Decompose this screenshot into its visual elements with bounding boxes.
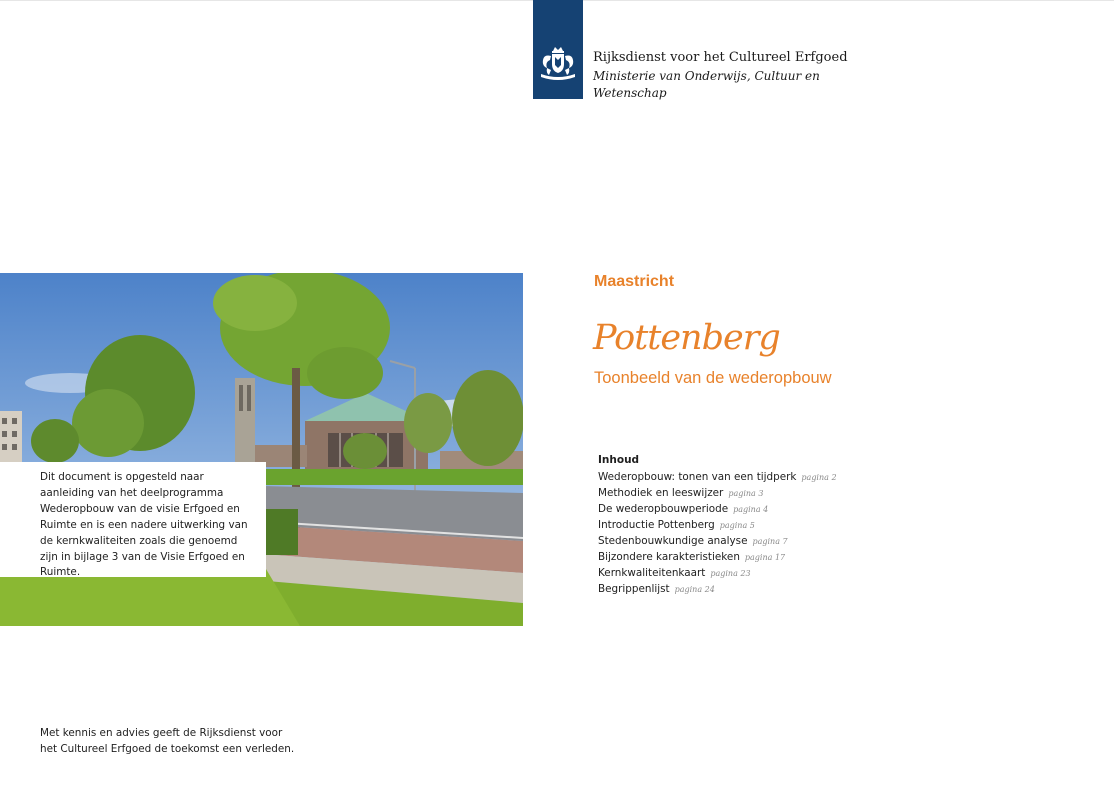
toc-item[interactable] <box>598 501 837 517</box>
toc-item-page: pagina 2 <box>801 473 837 482</box>
toc-item-page: pagina 24 <box>674 585 715 594</box>
org-name: Rijksdienst voor het Cultureel Erfgoed <box>593 50 848 65</box>
toc-item-page: pagina 4 <box>733 505 769 514</box>
toc-item-label: Wederopbouw: tonen van een tijdperk <box>598 471 797 483</box>
toc-item-label: Begrippenlijst <box>598 583 670 595</box>
toc-item-label: De wederopbouwperiode <box>598 503 729 515</box>
toc-item-page: pagina 17 <box>744 553 786 562</box>
toc-item-page: pagina 23 <box>710 569 751 578</box>
toc-item[interactable] <box>598 549 837 565</box>
toc-item[interactable] <box>598 581 837 597</box>
toc-heading: Inhoud <box>598 454 640 466</box>
toc-item[interactable] <box>598 485 837 501</box>
city-name: Maastricht <box>594 273 675 290</box>
toc-item-label: Introductie Pottenberg <box>598 519 715 531</box>
footer-text: Met kennis en advies geeft de Rijksdienst voor het Cultureel Erfgoed de toekomst een verleden. <box>40 727 295 755</box>
toc-item[interactable] <box>598 517 837 533</box>
coat-of-arms-icon <box>538 46 578 84</box>
toc-item-page: pagina 3 <box>728 489 764 498</box>
toc-item-page: pagina 7 <box>752 537 788 546</box>
toc-item[interactable] <box>598 469 837 485</box>
document-subtitle: Toonbeeld van de wederopbouw <box>594 369 832 387</box>
toc-item[interactable] <box>598 565 837 581</box>
document-title: Pottenberg <box>593 318 780 358</box>
table-of-contents <box>598 469 837 597</box>
intro-text: Dit document is opgesteld naar aanleiding van het deelprogramma Wederopbouw van de visie Erfgoed en Ruimte en is een nadere uitwerking van de kernkwaliteiten zoals die genoemd zijn in bijlage 3 van de Visie Erfgoed en Ruimte. <box>40 471 248 579</box>
toc-item-label: Kernkwaliteitenkaart <box>598 567 706 579</box>
toc-item-label: Methodiek en leeswijzer <box>598 487 724 499</box>
rijksoverheid-logo-bar <box>533 0 583 99</box>
toc-item[interactable] <box>598 533 837 549</box>
toc-item-label: Bijzondere karakteristieken <box>598 551 740 563</box>
toc-item-page: pagina 5 <box>719 521 755 530</box>
toc-item-label: Stedenbouwkundige analyse <box>598 535 748 547</box>
ministry-name: Ministerie van Onderwijs, Cultuur en Wetenschap <box>593 69 820 100</box>
